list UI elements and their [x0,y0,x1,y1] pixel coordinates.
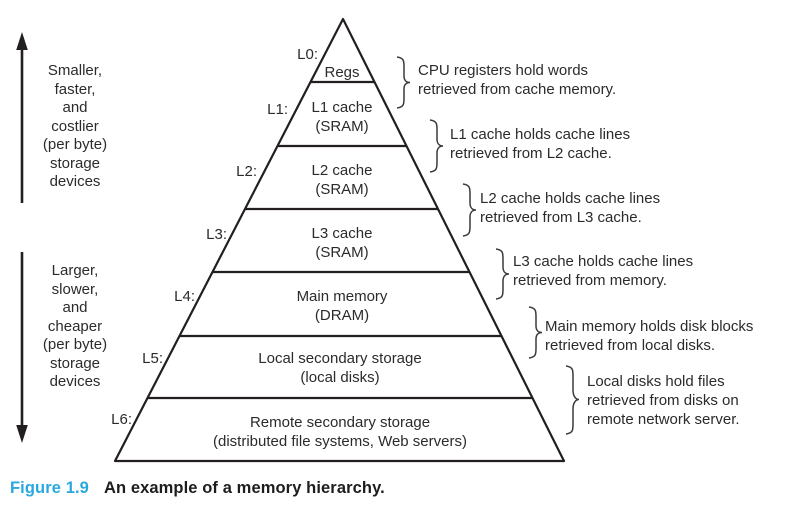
level-label-l5: L5: [142,350,163,367]
side-label-top-line: (per byte) [42,136,108,153]
side-label-bottom-line: devices [49,373,101,390]
side-label-top-line: Smaller, [47,62,103,79]
brace-l5 [566,366,579,434]
annotation-line: CPU registers hold words [418,62,589,79]
level-name: Remote secondary storage [249,414,431,431]
level-l2-cache [172,161,512,199]
level-name: Main memory [296,288,388,305]
annotation-l4 [545,317,753,355]
level-main-memory [172,287,512,325]
level-name: L3 cache [311,225,373,242]
annotation-line: Main memory holds disk blocks [545,318,754,335]
annotation-l2 [480,189,660,227]
level-label-l4: L4: [174,288,195,305]
level-label-l2: L2: [236,163,257,180]
annotation-line: retrieved from memory. [513,272,667,289]
side-label-top-line: costlier [51,117,99,135]
level-sub: (local disks) [300,369,380,386]
caption-text: An example of a memory hierarchy. [103,479,385,497]
side-label-bottom-line: storage [49,354,101,372]
level-label-l1: L1: [267,101,288,118]
brace-l4 [529,307,542,358]
annotation-l1 [450,125,630,163]
side-label-top [27,62,123,192]
level-local-secondary-storage [170,349,510,387]
side-label-bottom [27,262,123,392]
side-label-bottom-line: (per byte) [42,336,108,353]
annotation-line: L2 cache holds cache lines [480,190,661,207]
side-label-bottom-line: Larger, [51,262,99,279]
side-label-top-line: faster, [54,80,96,98]
level-sub: (distributed file systems, Web servers) [213,433,467,450]
side-label-bottom-line: and [62,299,88,316]
annotation-line: Local disks hold files [587,373,725,390]
level-name: Regs [324,64,360,81]
annotation-line: retrieved from L2 cache. [450,145,612,162]
level-remote-secondary-storage [170,413,510,451]
side-label-bottom-line: slower, [51,280,99,298]
annotation-line: retrieved from cache memory. [418,81,617,98]
level-sub: (DRAM) [314,307,370,324]
annotation-line: remote network server. [587,411,740,428]
level-sub: (SRAM) [315,118,369,135]
annotation-l0 [418,61,616,99]
figure-caption [10,479,385,498]
level-name: L2 cache [311,162,373,179]
annotation-line: L1 cache holds cache lines [450,126,631,143]
level-label-l3: L3: [206,226,227,243]
annotation-line: retrieved from disks on [587,392,739,409]
level-name: Local secondary storage [258,350,422,367]
level-label-l0: L0: [297,46,318,63]
annotation-l5 [587,372,740,429]
level-label-l6: L6: [111,411,132,428]
side-label-top-line: storage [49,154,101,172]
caption-label: Figure 1.9 [10,479,89,497]
side-label-top-line: and [62,99,88,116]
annotation-line: L3 cache holds cache lines [513,253,694,270]
side-label-bottom-line: cheaper [47,317,103,335]
level-sub: (SRAM) [315,244,369,261]
level-l3-cache [172,224,512,262]
annotation-l3 [513,252,693,290]
annotation-line: retrieved from local disks. [545,337,716,354]
level-name: L1 cache [311,99,373,116]
level-sub: (SRAM) [315,181,369,198]
annotation-line: retrieved from L3 cache. [480,209,642,226]
side-label-top-line: devices [49,173,101,190]
